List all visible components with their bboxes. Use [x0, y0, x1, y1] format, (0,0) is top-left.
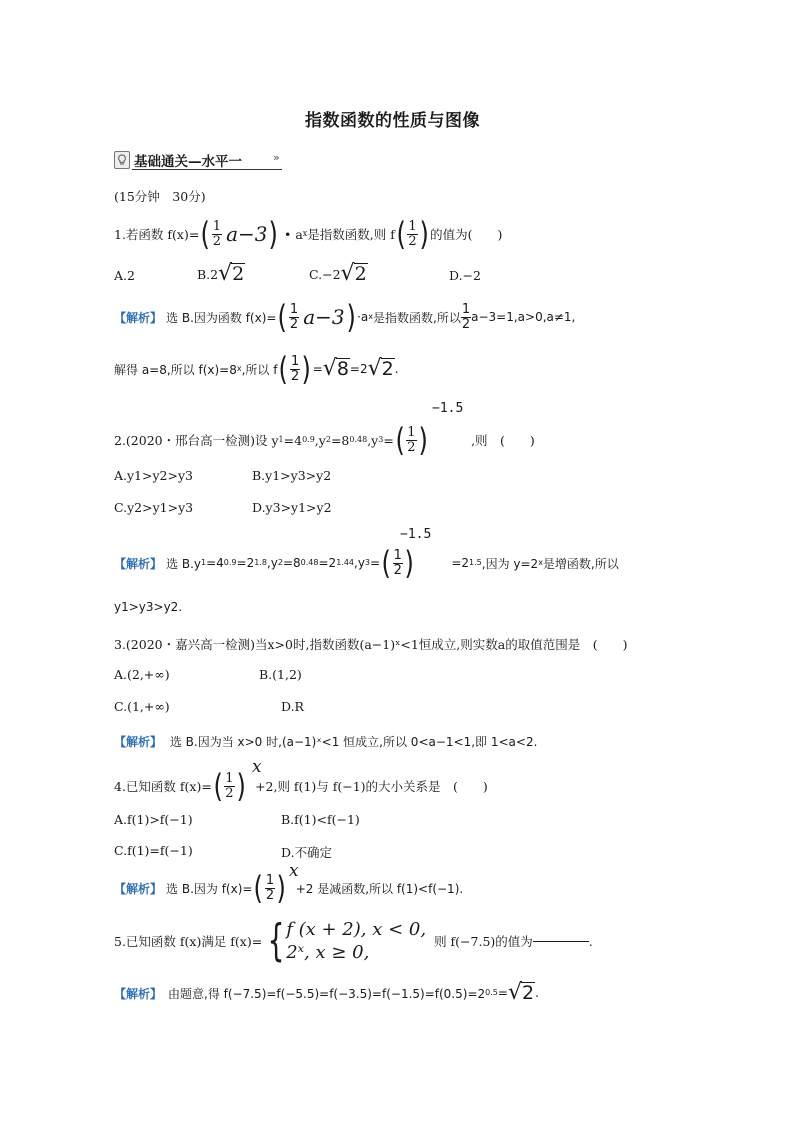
q1-solution-line2: 解得 a=8,所以 f(x)=8 x ,所以 f ( $\frac{1}{2}$ ) = √ 8 =2 √ 2 .: [114, 350, 399, 388]
q1-option-a: A.2: [114, 267, 135, 283]
section-header: [114, 150, 284, 170]
q4-exponent: x: [252, 757, 262, 777]
q2-solution-line1: 【解析】 选 B.y 1 =4 0.9 =2 1.8 ,y 2 =8 0.48 =2 1.44 ,y 3 = ( $\frac{1}{2}$ ) =2 1.5 ,因为 y=2 x 是增函数,所以: [114, 544, 619, 582]
q2-option-a: A.y1>y2>y3: [114, 468, 193, 483]
section-underline: [132, 169, 282, 170]
q3-option-c: C.(1,+∞): [114, 699, 170, 714]
q4-solution-exponent: x: [289, 861, 299, 881]
lightbulb-icon: [114, 151, 130, 169]
q2-option-d: D.y3>y1>y2: [252, 500, 332, 515]
q2-exponent: −1.5: [432, 401, 464, 416]
q1-option-d: D.−2: [449, 267, 481, 283]
q2-option-b: B.y1>y3>y2: [252, 468, 332, 483]
q4-stem: 4.已知函数 f(x)= ( $\frac{1}{2}$ ) +2,则 f(1)与 f(−1)的大小关系是 ( ): [114, 767, 488, 805]
q1-stem: 1.若函数 f(x)= ( $\frac{1}{2}$ a−3 ) • a x 是指数函数,则 f ( $\frac{1}{2}$ ) 的值为( ): [114, 215, 503, 253]
q1-option-b: B.2 √ 2: [197, 261, 245, 286]
q5-stem: 5.已知函数 f(x)满足 f(x)= { f (x + 2), x < 0, 2ˣ, x ≥ 0, 则 f(−7.5)的值为 .: [114, 915, 593, 966]
time-note: (15分钟 30分): [114, 189, 206, 204]
q4-option-d: D.不确定: [281, 845, 333, 860]
q4-option-b: B.f(1)<f(−1): [281, 812, 360, 827]
q2-stem: 2.(2020・邢台高一检测)设 y 1 =4 0.9 ,y 2 =8 0.48 ,y 3 = ( $\frac{1}{2}$ ) ,则 ( ): [114, 421, 535, 459]
q3-option-a: A.(2,+∞): [114, 667, 170, 682]
section-arrow: »: [273, 151, 280, 164]
analysis-tag: 【解析】: [114, 310, 163, 325]
q1-solution-line1: 【解析】 选 B.因为函数 f(x)= ( $\frac{1}{2}$ a−3 ) ·a x 是指数函数,所以 $\frac{1}{2}$ a−3=1,a>0,a≠1,: [114, 298, 576, 336]
q5-case-2: 2ˣ, x ≥ 0,: [286, 942, 370, 963]
section-label: 基础通关—水平一: [134, 154, 242, 170]
q4-solution: 【解析】 选 B.因为 f(x)= ( $\frac{1}{2}$ ) +2 是减函数,所以 f(1)<f(−1).: [114, 869, 464, 907]
answer-blank: [533, 941, 589, 942]
q2-solution-exponent: −1.5: [400, 527, 432, 542]
q2-solution-line2: y1>y3>y2.: [114, 600, 183, 614]
q4-option-c: C.f(1)=f(−1): [114, 843, 193, 858]
q3-solution: 【解析】 选 B.因为当 x>0 时,(a−1)ˣ<1 恒成立,所以 0<a−1<1,即 1<a<2.: [114, 735, 538, 749]
page-title: 指数函数的性质与图像: [305, 111, 480, 131]
q5-solution: 【解析】 由题意,得 f(−7.5)=f(−5.5)=f(−3.5)=f(−1.5)=f(0.5)=2 0.5 = √ 2 .: [114, 980, 539, 1005]
q3-option-d: D.R: [281, 699, 304, 714]
q4-option-a: A.f(1)>f(−1): [114, 812, 193, 827]
q3-stem: 3.(2020・嘉兴高一检测)当x>0时,指数函数(a−1)ˣ<1恒成立,则实数a的取值范围是 ( ): [114, 637, 628, 652]
q3-option-b: B.(1,2): [259, 667, 302, 682]
fraction-half: $\frac{1}{2}$: [408, 218, 417, 249]
q2-option-c: C.y2>y1>y3: [114, 500, 194, 515]
fraction-half: $\frac{1}{2}$: [212, 218, 222, 249]
q5-case-1: f (x + 2), x < 0,: [286, 918, 427, 940]
q1-option-c: C.−2 √ 2: [309, 261, 367, 286]
